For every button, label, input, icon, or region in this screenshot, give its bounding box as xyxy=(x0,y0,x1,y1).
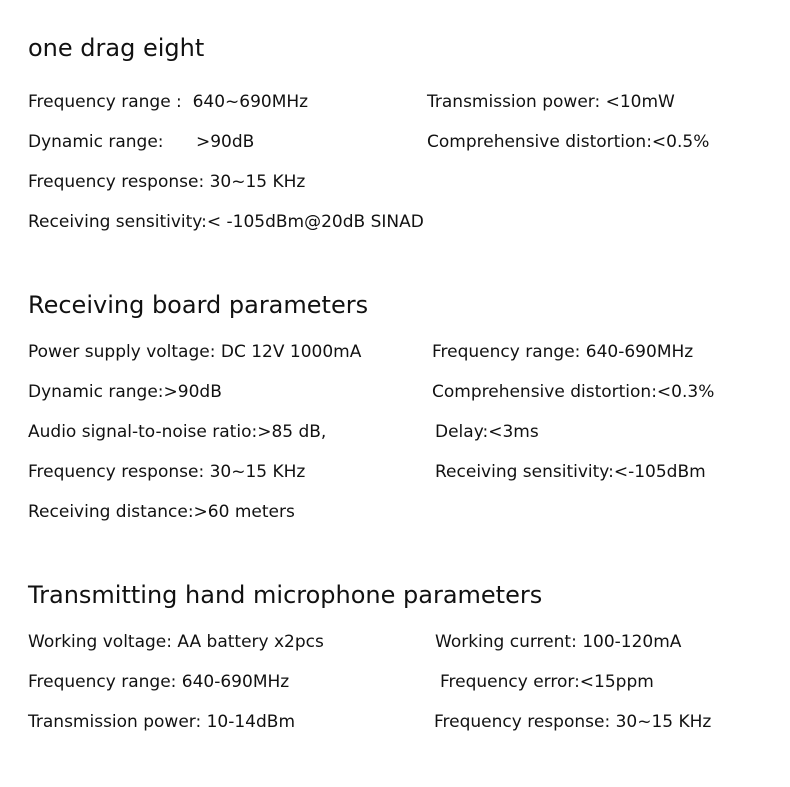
section3-working-voltage: Working voltage: AA battery x2pcs xyxy=(28,632,324,652)
section1-frequency-range: Frequency range : 640~690MHz xyxy=(28,92,309,112)
section3-frequency-error: Frequency error:<15ppm xyxy=(440,672,654,692)
section2-receiving-sensitivity: Receiving sensitivity:<-105dBm xyxy=(435,462,706,482)
section1-title: one drag eight xyxy=(28,34,205,62)
section1-transmission-power: Transmission power: <10mW xyxy=(427,92,675,112)
section2-dynamic-range: Dynamic range:>90dB xyxy=(28,382,222,402)
section3-frequency-response: Frequency response: 30~15 KHz xyxy=(434,712,712,732)
section1-dynamic-range: Dynamic range: >90dB xyxy=(28,132,255,152)
section1-distortion: Comprehensive distortion:<0.5% xyxy=(427,132,710,152)
section2-title: Receiving board parameters xyxy=(28,291,369,319)
section1-frequency-response: Frequency response: 30~15 KHz xyxy=(28,172,306,192)
section2-receiving-distance: Receiving distance:>60 meters xyxy=(28,502,295,522)
section2-frequency-range: Frequency range: 640-690MHz xyxy=(432,342,694,362)
section3-transmission-power: Transmission power: 10-14dBm xyxy=(28,712,296,732)
section2-distortion: Comprehensive distortion:<0.3% xyxy=(432,382,715,402)
section3-title: Transmitting hand microphone parameters xyxy=(28,581,543,609)
section2-frequency-response: Frequency response: 30~15 KHz xyxy=(28,462,306,482)
section2-delay: Delay:<3ms xyxy=(435,422,539,442)
section1-receiving-sensitivity: Receiving sensitivity:< -105dBm@20dB SINAD xyxy=(28,212,424,232)
section2-snr: Audio signal-to-noise ratio:>85 dB, xyxy=(28,422,327,442)
section3-frequency-range: Frequency range: 640-690MHz xyxy=(28,672,290,692)
section2-power-supply-voltage: Power supply voltage: DC 12V 1000mA xyxy=(28,342,362,362)
section3-working-current: Working current: 100-120mA xyxy=(435,632,682,652)
